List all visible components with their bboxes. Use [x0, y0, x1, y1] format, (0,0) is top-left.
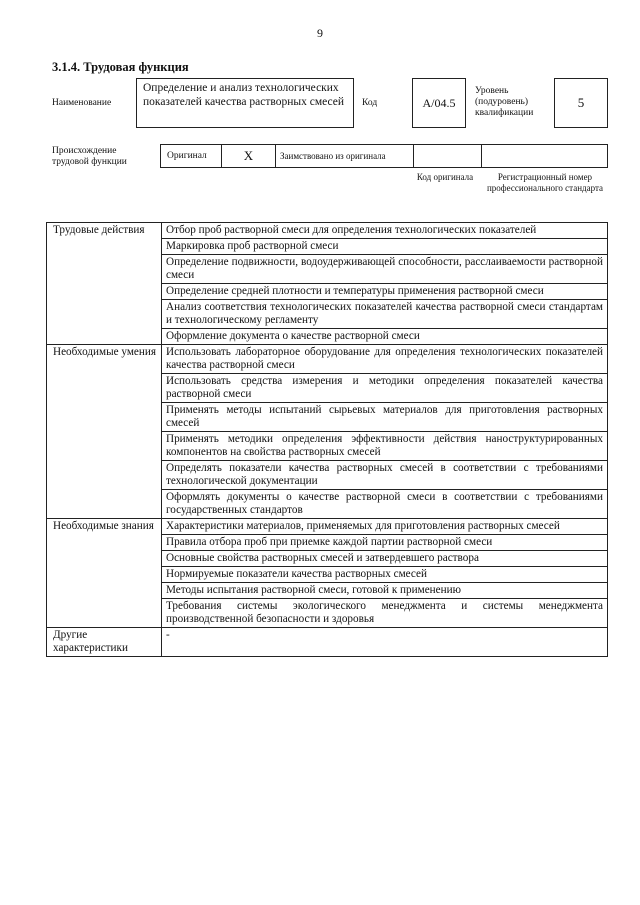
section-item: -	[162, 628, 608, 657]
section-item: Методы испытания растворной смеси, готовой к применению	[162, 583, 608, 599]
registration-number-caption: Регистрационный номер профессионального стандарта	[486, 172, 604, 193]
function-details-table	[46, 222, 608, 657]
original-mark: X	[222, 144, 276, 168]
table-row	[47, 223, 608, 239]
table-row	[47, 345, 608, 374]
original-code-caption: Код оригинала	[416, 172, 474, 182]
section-item: Применять методы испытаний сырьевых материалов для приготовления растворных смесей	[162, 403, 608, 432]
name-label: Наименование	[52, 98, 112, 108]
section-item: Отбор проб растворной смеси для определения технологических показателей	[162, 223, 608, 239]
function-code-box: A/04.5	[412, 78, 466, 128]
section-item: Определение подвижности, водоудерживающей способности, расслаиваемости растворной смеси	[162, 255, 608, 284]
section-item: Применять методики определения эффективности действия наноструктурированных компонентов на свойства растворных смесей	[162, 432, 608, 461]
section-item: Определение средней плотности и температуры применения растворной смеси	[162, 284, 608, 300]
section-heading: Трудовые действия	[47, 223, 162, 345]
section-item: Правила отбора проб при приемке каждой партии растворной смеси	[162, 535, 608, 551]
section-item: Требования системы экологического менеджмента и системы менеджмента производственной безопасности и здоровья	[162, 599, 608, 628]
qualification-level-box: 5	[554, 78, 608, 128]
table-row	[47, 519, 608, 535]
section-heading: Другие характеристики	[47, 628, 162, 657]
section-item: Использовать средства измерения и методики определения показателей качества растворной смеси	[162, 374, 608, 403]
section-item: Основные свойства растворных смесей и затвердевшего раствора	[162, 551, 608, 567]
section-item: Характеристики материалов, применяемых для приготовления растворных смесей	[162, 519, 608, 535]
section-item: Использовать лабораторное оборудование для определения технологических показателей качества растворной смеси	[162, 345, 608, 374]
origin-row	[160, 144, 608, 168]
code-label: Код	[362, 98, 378, 108]
table-row	[47, 628, 608, 657]
section-item: Оформление документа о качестве растворной смеси	[162, 329, 608, 345]
section-heading: Необходимые знания	[47, 519, 162, 628]
original-label: Оригинал	[160, 144, 222, 168]
level-label: Уровень (подуровень) квалификации	[475, 86, 534, 118]
section-heading: Необходимые умения	[47, 345, 162, 519]
section-item: Оформлять документы о качестве растворной смеси в соответствии с требованиями государственных стандартов	[162, 490, 608, 519]
page-number: 9	[317, 26, 323, 40]
section-item: Определять показатели качества растворных смесей в соответствии с требованиями технологической документации	[162, 461, 608, 490]
section-item: Маркировка проб растворной смеси	[162, 239, 608, 255]
registration-number-cell	[482, 144, 608, 168]
section-item: Нормируемые показатели качества растворных смесей	[162, 567, 608, 583]
borrowed-label: Заимствовано из оригинала	[276, 144, 414, 168]
section-title: 3.1.4. Трудовая функция	[52, 60, 189, 74]
section-item: Анализ соответствия технологических показателей качества растворной смеси стандартам и технологическому регламенту	[162, 300, 608, 329]
original-code-cell	[414, 144, 482, 168]
origin-label: Происхождение трудовой функции	[52, 146, 127, 167]
function-name-box: Определение и анализ технологических показателей качества растворных смесей	[136, 78, 354, 128]
